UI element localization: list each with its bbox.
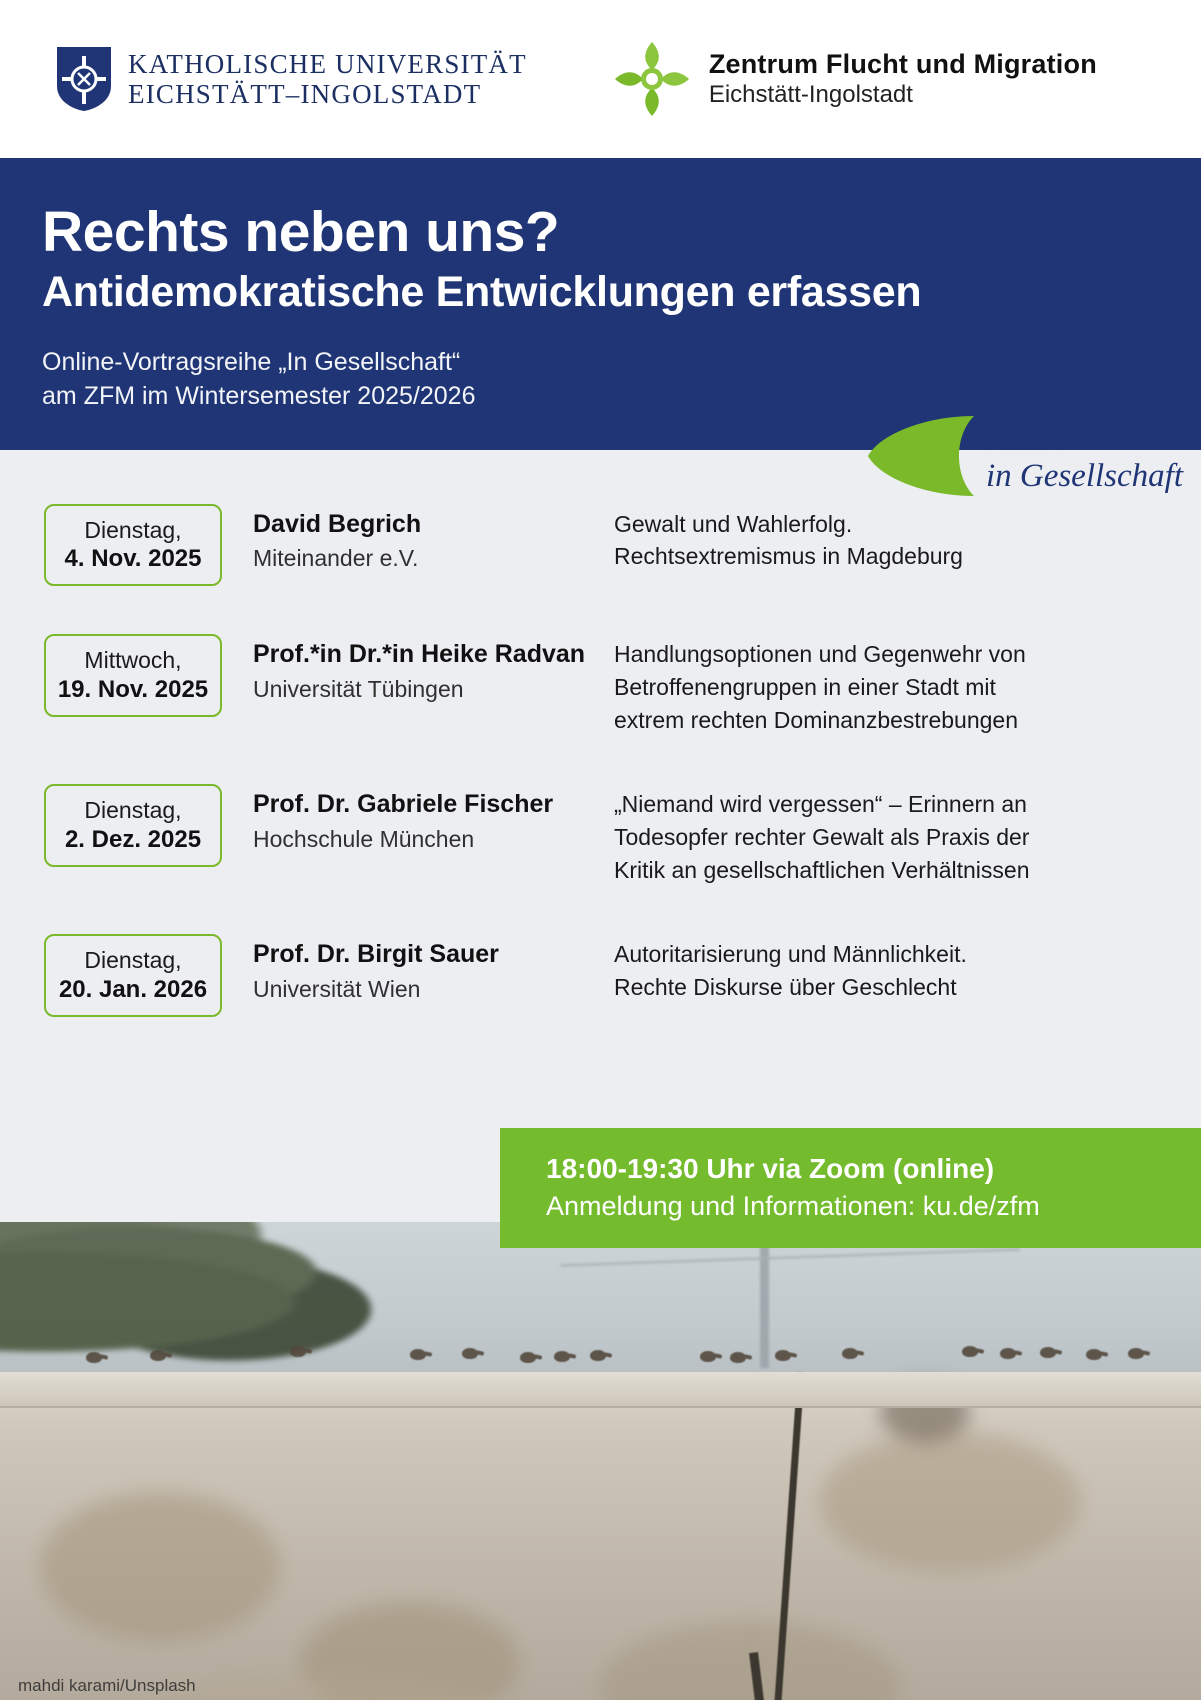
program-list	[0, 450, 1201, 1017]
program-entry	[0, 632, 1201, 736]
bird-icon	[1000, 1348, 1016, 1359]
bird-icon	[86, 1352, 102, 1363]
date-weekday: Dienstag,	[84, 516, 182, 543]
bird-icon	[1040, 1347, 1056, 1358]
speaker-affiliation: Universität Wien	[253, 975, 421, 1002]
zfm-logo-text	[709, 48, 1097, 109]
bird-icon	[842, 1348, 858, 1359]
title-band	[0, 158, 1201, 450]
bird-icon	[590, 1350, 606, 1361]
zfm-badge-text	[986, 417, 1183, 494]
speaker-name: Prof.*in Dr.*in Heike Radvan	[253, 640, 586, 669]
bird-icon	[730, 1352, 746, 1363]
talk-topic-line: „Niemand wird vergessen“ – Erinnern an	[614, 791, 1027, 818]
program-entry	[0, 932, 1201, 1017]
talk-topic-line: Handlungsoptionen und Gegenwehr von	[614, 641, 1026, 668]
info-box	[500, 1128, 1201, 1248]
talk-topic-line: Rechtsextremismus in Magdeburg	[614, 543, 963, 570]
zfm-logo-line1: Zentrum Flucht und Migration	[708, 49, 1097, 80]
photo-wall	[0, 1372, 1201, 1700]
speaker-name: David Begrich	[253, 509, 422, 538]
bird-icon	[462, 1348, 478, 1359]
talk-topic-line: Rechte Diskurse über Geschlecht	[614, 973, 957, 1000]
date-badge	[44, 934, 222, 1017]
talk-topic	[614, 502, 1161, 573]
info-registration[interactable]: Anmeldung und Informationen: ku.de/zfm	[546, 1190, 1040, 1221]
talk-topic-line: Gewalt und Wahlerfolg.	[614, 510, 853, 537]
speaker-affiliation: Universität Tübingen	[253, 675, 464, 702]
zfm-badge-line2: in Gesellschaft	[985, 457, 1183, 494]
speaker-affiliation: Miteinander e.V.	[253, 545, 419, 572]
bird-icon	[554, 1351, 570, 1362]
zfm-logo	[613, 40, 1097, 118]
bird-icon	[1086, 1349, 1102, 1360]
speaker-affiliation: Hochschule München	[253, 825, 475, 852]
bird-icon	[410, 1349, 426, 1360]
talk-topic-line: Betroffenengruppen in einer Stadt mit	[614, 674, 996, 701]
zfm-logo-line2: Eichstätt-Ingolstadt	[708, 80, 913, 108]
bird-icon	[150, 1350, 166, 1361]
date-value: 19. Nov. 2025	[57, 676, 209, 704]
photo-wall-cap	[0, 1372, 1201, 1408]
date-weekday: Dienstag,	[84, 947, 182, 974]
poster-subtitle: Antidemokratische Entwicklungen erfassen	[42, 267, 922, 316]
talk-topic	[614, 632, 1161, 736]
logo-bar	[0, 0, 1201, 158]
zfm-leaf-icon	[866, 412, 976, 500]
date-badge	[44, 634, 222, 717]
date-weekday: Mittwoch,	[84, 647, 182, 674]
series-line-2: am ZFM im Wintersemester 2025/2026	[42, 381, 476, 410]
talk-topic-line: Kritik an gesellschaftlichen Verhältnissen	[614, 856, 1030, 883]
ku-logo-text	[128, 49, 527, 109]
bird-icon	[775, 1350, 791, 1361]
wall-photo	[0, 1222, 1201, 1700]
date-value: 2. Dez. 2025	[64, 826, 202, 854]
program-entry	[0, 502, 1201, 587]
date-weekday: Dienstag,	[84, 797, 182, 824]
program-entry	[0, 782, 1201, 886]
date-badge	[44, 504, 222, 587]
speaker-name: Prof. Dr. Birgit Sauer	[253, 940, 499, 969]
ku-shield-icon	[56, 46, 112, 112]
series-line-1: Online-Vortragsreihe „In Gesellschaft“	[42, 348, 461, 377]
date-badge	[44, 784, 222, 867]
speaker-block	[222, 932, 614, 1004]
photo-foliage	[0, 1222, 500, 1362]
ku-logo-line1: KATHOLISCHE UNIVERSITÄT	[128, 48, 527, 79]
speaker-block	[222, 782, 614, 854]
talk-topic	[614, 782, 1161, 886]
talk-topic-line: Autoritarisierung und Männlichkeit.	[614, 941, 967, 968]
speaker-block	[222, 632, 614, 704]
bird-icon	[1128, 1348, 1144, 1359]
zfm-in-gesellschaft-badge	[866, 412, 1183, 500]
date-value: 4. Nov. 2025	[64, 545, 202, 573]
bird-icon	[962, 1346, 978, 1357]
speaker-block	[222, 502, 614, 574]
ku-logo	[56, 46, 527, 112]
zfm-flower-icon	[613, 40, 691, 118]
bird-icon	[700, 1351, 716, 1362]
info-time: 18:00-19:30 Uhr via Zoom (online)	[546, 1153, 995, 1184]
talk-topic-line: Todesopfer rechter Gewalt als Praxis der	[614, 824, 1030, 851]
speaker-name: Prof. Dr. Gabriele Fischer	[253, 790, 554, 819]
photo-credit: mahdi karami/Unsplash	[18, 1676, 196, 1695]
bird-icon	[520, 1352, 536, 1363]
date-value: 20. Jan. 2026	[58, 976, 208, 1004]
talk-topic-line: extrem rechten Dominanzbestrebungen	[614, 706, 1019, 733]
zfm-badge-line1: ZFM	[985, 417, 1062, 458]
poster-title: Rechts neben uns?	[42, 200, 560, 264]
ku-logo-line2: EICHSTÄTT–INGOLSTADT	[128, 79, 482, 109]
bird-icon	[290, 1346, 306, 1357]
talk-topic	[614, 932, 1161, 1003]
